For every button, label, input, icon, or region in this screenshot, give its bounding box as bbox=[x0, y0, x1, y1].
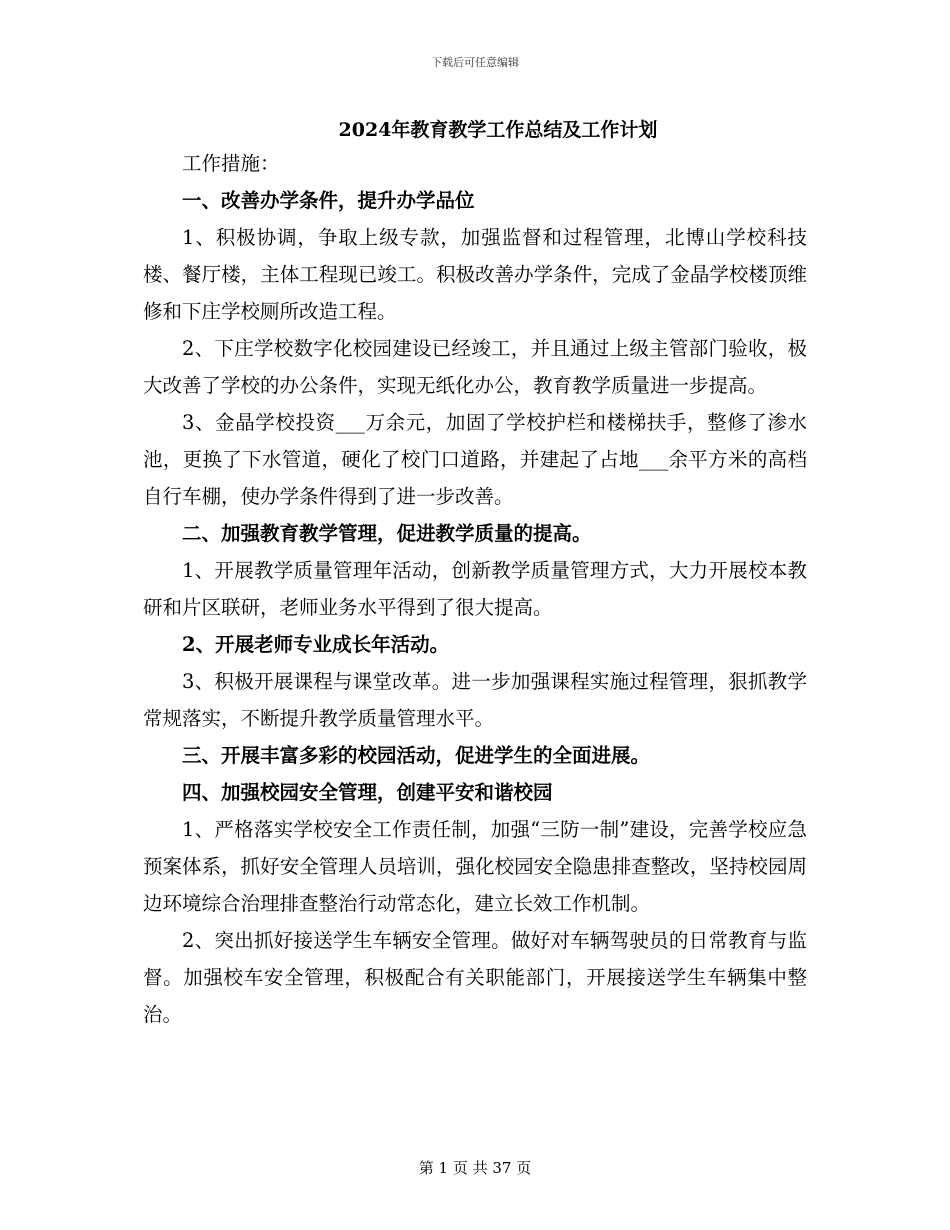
page-footer: 第 1 页 共 37 页 bbox=[418, 1159, 532, 1177]
section-heading: 三、开展丰富多彩的校园活动，促进学生的全面进展。 bbox=[182, 744, 651, 767]
paragraph: 2、突出抓好接送学生车辆安全管理。做好对车辆驾驶员的日常教育与监督。加强校车安全管理，积极配合有关职能部门，开展接送学生车辆集中整治。 bbox=[143, 929, 807, 1026]
paragraph: 1、严格落实学校安全工作责任制，加强“三防一制”建设，完善学校应急预案体系，抓好安全管理人员培训，强化校园安全隐患排查整改，坚持校园周边环境综合治理排查整治行动常态化，建立长效工作机制。 bbox=[143, 818, 807, 915]
section-heading: 一、改善办学条件，提升办学品位 bbox=[182, 189, 475, 212]
paragraph: 1、开展教学质量管理年活动，创新教学质量管理方式，大力开展校本教研和片区联研，老师业务水平得到了很大提高。 bbox=[143, 559, 807, 619]
paragraph: 3、金晶学校投资___万余元，加固了学校护栏和楼梯扶手，整修了渗水池，更换了下水管道，硬化了校门口道路，并建起了占地___余平方米的高档自行车棚，使办学条件得到了进一步改善。 bbox=[143, 411, 807, 508]
header-note: 下载后可任意编辑 bbox=[431, 56, 519, 69]
document-title: 2024年教育教学工作总结及工作计划 bbox=[338, 119, 658, 141]
paragraph: 3、积极开展课程与课堂改革。进一步加强课程实施过程管理，狠抓教学常规落实，不断提升教学质量管理水平。 bbox=[143, 670, 807, 730]
document-body bbox=[143, 145, 807, 1033]
paragraph: 1、积极协调，争取上级专款，加强监督和过程管理，北博山学校科技楼、餐厅楼，主体工程现已竣工。积极改善办学条件，完成了金晶学校楼顶维修和下庄学校厕所改造工程。 bbox=[143, 226, 807, 323]
section-heading: 四、加强校园安全管理，创建平安和谐校园 bbox=[182, 781, 553, 804]
subsection-heading: 2、开展老师专业成长年活动。 bbox=[182, 633, 450, 656]
paragraph: 工作措施： bbox=[182, 152, 280, 175]
paragraph: 2、下庄学校数字化校园建设已经竣工，并且通过上级主管部门验收，极大改善了学校的办公条件，实现无纸化办公，教育教学质量进一步提高。 bbox=[143, 337, 807, 397]
section-heading: 二、加强教育教学管理，促进教学质量的提高。 bbox=[182, 522, 592, 545]
